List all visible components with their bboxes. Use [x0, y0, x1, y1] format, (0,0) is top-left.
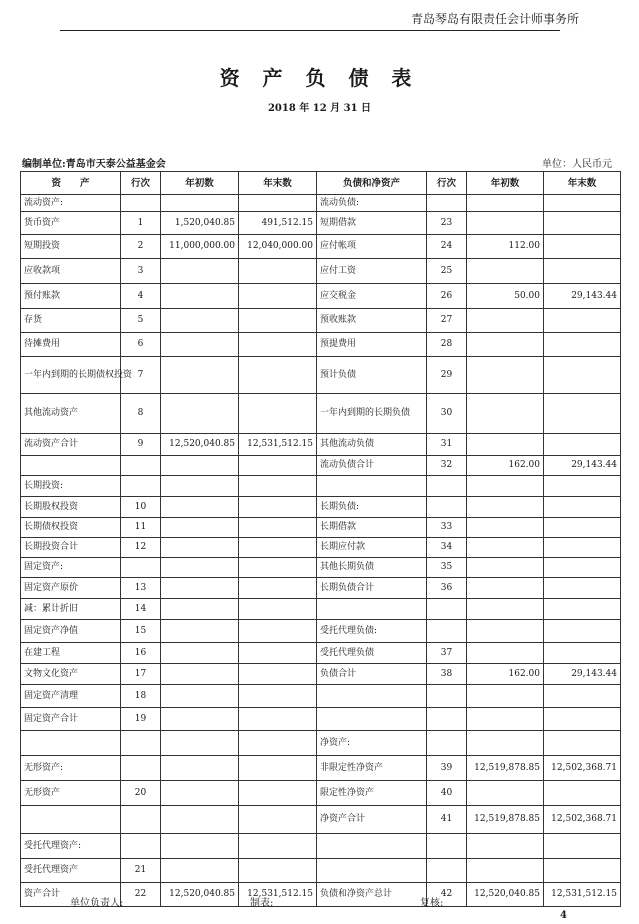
- asset-name-cell: 减：累计折旧: [21, 599, 121, 620]
- table-row: [21, 518, 621, 538]
- asset-end-cell: [239, 333, 317, 357]
- table-row: [21, 708, 621, 731]
- liab-begin-cell: 50.00: [467, 284, 544, 309]
- asset-name-cell: 固定资产清理: [21, 685, 121, 708]
- asset-begin-cell: [161, 756, 239, 781]
- liab-begin-cell: [467, 195, 544, 212]
- asset-end-cell: [239, 195, 317, 212]
- liab-name-cell: 限定性净资产: [317, 781, 427, 806]
- liab-end-cell: [544, 558, 621, 578]
- liab-row-no-cell: 37: [427, 643, 467, 664]
- table-row: [21, 806, 621, 834]
- table-row: [21, 781, 621, 806]
- liab-begin-cell: [467, 834, 544, 859]
- liab-end-cell: [544, 685, 621, 708]
- liab-name-cell: 长期借款: [317, 518, 427, 538]
- col-row-no: 行次: [121, 172, 161, 195]
- liab-begin-cell: 12,520,040.85: [467, 883, 544, 907]
- asset-row-no-cell: 1: [121, 212, 161, 235]
- asset-name-cell: 固定资产:: [21, 558, 121, 578]
- asset-name-cell: 流动资产:: [21, 195, 121, 212]
- table-row: [21, 578, 621, 599]
- asset-end-cell: 12,040,000.00: [239, 235, 317, 259]
- liab-row-no-cell: 42: [427, 883, 467, 907]
- liab-end-cell: [544, 333, 621, 357]
- asset-begin-cell: [161, 538, 239, 558]
- table-row: [21, 538, 621, 558]
- liab-end-cell: [544, 859, 621, 883]
- asset-begin-cell: 1,520,040.85: [161, 212, 239, 235]
- table-row: [21, 259, 621, 284]
- asset-name-cell: 一年内到期的长期债权投资: [21, 357, 121, 394]
- asset-end-cell: [239, 518, 317, 538]
- asset-begin-cell: [161, 834, 239, 859]
- liab-end-cell: 12,531,512.15: [544, 883, 621, 907]
- asset-row-no-cell: 8: [121, 394, 161, 434]
- responsible-signature: 单位负责人:: [70, 898, 124, 909]
- asset-end-cell: [239, 806, 317, 834]
- asset-end-cell: [239, 781, 317, 806]
- liab-row-no-cell: 35: [427, 558, 467, 578]
- liab-end-cell: [544, 235, 621, 259]
- liab-name-cell: 预计负债: [317, 357, 427, 394]
- asset-row-no-cell: 18: [121, 685, 161, 708]
- liab-row-no-cell: 39: [427, 756, 467, 781]
- liab-name-cell: 应付工资: [317, 259, 427, 284]
- liab-end-cell: [544, 578, 621, 599]
- page-title: 资 产 负 债 表: [219, 66, 420, 90]
- asset-name-cell: 固定资产合计: [21, 708, 121, 731]
- liab-name-cell: [317, 859, 427, 883]
- liab-name-cell: [317, 476, 427, 497]
- liab-end-cell: [544, 538, 621, 558]
- asset-begin-cell: [161, 518, 239, 538]
- asset-name-cell: [21, 731, 121, 756]
- asset-begin-cell: [161, 284, 239, 309]
- liab-begin-cell: [467, 497, 544, 518]
- asset-begin-cell: [161, 394, 239, 434]
- liab-row-no-cell: 23: [427, 212, 467, 235]
- entity-name: 编制单位:青岛市天泰公益基金会: [22, 159, 166, 170]
- asset-end-cell: [239, 599, 317, 620]
- liab-row-no-cell: 33: [427, 518, 467, 538]
- table-row: [21, 859, 621, 883]
- asset-begin-cell: [161, 259, 239, 284]
- liab-row-no-cell: 28: [427, 333, 467, 357]
- asset-begin-cell: 11,000,000.00: [161, 235, 239, 259]
- liab-name-cell: 预提费用: [317, 333, 427, 357]
- liab-begin-cell: [467, 357, 544, 394]
- table-row: [21, 434, 621, 456]
- liab-row-no-cell: 24: [427, 235, 467, 259]
- liab-row-no-cell: 27: [427, 309, 467, 333]
- liab-end-cell: [544, 834, 621, 859]
- firm-name: 青岛琴岛有限责任会计师事务所: [410, 12, 579, 26]
- asset-begin-cell: [161, 620, 239, 643]
- liab-begin-cell: [467, 781, 544, 806]
- table-header-row: [21, 172, 621, 195]
- table-row: [21, 476, 621, 497]
- liab-row-no-cell: 25: [427, 259, 467, 284]
- asset-name-cell: 无形资产:: [21, 756, 121, 781]
- asset-begin-cell: [161, 708, 239, 731]
- liab-begin-cell: [467, 538, 544, 558]
- liab-row-no-cell: [427, 476, 467, 497]
- liab-name-cell: 应交税金: [317, 284, 427, 309]
- liab-name-cell: 短期借款: [317, 212, 427, 235]
- asset-end-cell: [239, 643, 317, 664]
- liab-row-no-cell: 26: [427, 284, 467, 309]
- table-row: [21, 309, 621, 333]
- liab-begin-cell: 112.00: [467, 235, 544, 259]
- asset-row-no-cell: 7: [121, 357, 161, 394]
- col-begin-2: 年初数: [467, 172, 544, 195]
- liab-end-cell: [544, 259, 621, 284]
- asset-begin-cell: [161, 685, 239, 708]
- asset-begin-cell: [161, 456, 239, 476]
- asset-row-no-cell: [121, 558, 161, 578]
- asset-begin-cell: [161, 309, 239, 333]
- liab-begin-cell: [467, 685, 544, 708]
- liab-begin-cell: 12,519,878.85: [467, 806, 544, 834]
- asset-begin-cell: [161, 195, 239, 212]
- asset-row-no-cell: 21: [121, 859, 161, 883]
- asset-row-no-cell: 9: [121, 434, 161, 456]
- liab-row-no-cell: [427, 599, 467, 620]
- liab-end-cell: 29,143.44: [544, 664, 621, 685]
- asset-row-no-cell: 3: [121, 259, 161, 284]
- asset-name-cell: 其他流动资产: [21, 394, 121, 434]
- liab-begin-cell: [467, 578, 544, 599]
- liab-begin-cell: [467, 643, 544, 664]
- liab-name-cell: 长期应付款: [317, 538, 427, 558]
- asset-name-cell: [21, 806, 121, 834]
- table-row: [21, 599, 621, 620]
- liab-end-cell: [544, 708, 621, 731]
- liab-name-cell: [317, 708, 427, 731]
- liab-name-cell: 其他流动负债: [317, 434, 427, 456]
- table-row: [21, 212, 621, 235]
- asset-end-cell: 12,531,512.15: [239, 883, 317, 907]
- asset-row-no-cell: [121, 756, 161, 781]
- currency-unit: 单位：人民币元: [542, 159, 612, 170]
- table-row: [21, 685, 621, 708]
- asset-row-no-cell: [121, 456, 161, 476]
- asset-row-no-cell: [121, 476, 161, 497]
- asset-begin-cell: 12,520,040.85: [161, 883, 239, 907]
- asset-row-no-cell: 15: [121, 620, 161, 643]
- asset-name-cell: 受托代理资产: [21, 859, 121, 883]
- liab-begin-cell: 12,519,878.85: [467, 756, 544, 781]
- table-row: [21, 357, 621, 394]
- liab-row-no-cell: 32: [427, 456, 467, 476]
- liab-begin-cell: [467, 394, 544, 434]
- reviewer-signature: 复核:: [420, 898, 444, 909]
- liab-name-cell: 净资产合计: [317, 806, 427, 834]
- asset-end-cell: [239, 538, 317, 558]
- liab-name-cell: 负债合计: [317, 664, 427, 685]
- liab-row-no-cell: 34: [427, 538, 467, 558]
- asset-begin-cell: [161, 497, 239, 518]
- asset-row-no-cell: 2: [121, 235, 161, 259]
- asset-row-no-cell: 14: [121, 599, 161, 620]
- liab-end-cell: [544, 643, 621, 664]
- liab-end-cell: 12,502,368.71: [544, 756, 621, 781]
- asset-end-cell: [239, 664, 317, 685]
- liab-end-cell: [544, 497, 621, 518]
- liab-name-cell: 应付帐项: [317, 235, 427, 259]
- liab-row-no-cell: 29: [427, 357, 467, 394]
- asset-row-no-cell: 4: [121, 284, 161, 309]
- liab-end-cell: [544, 620, 621, 643]
- table-row: [21, 497, 621, 518]
- asset-row-no-cell: 5: [121, 309, 161, 333]
- col-liab: 负债和净资产: [317, 172, 427, 195]
- liab-row-no-cell: 38: [427, 664, 467, 685]
- asset-name-cell: 固定资产原价: [21, 578, 121, 599]
- liab-row-no-cell: [427, 731, 467, 756]
- asset-begin-cell: [161, 333, 239, 357]
- asset-end-cell: [239, 456, 317, 476]
- col-begin: 年初数: [161, 172, 239, 195]
- asset-end-cell: [239, 685, 317, 708]
- asset-end-cell: [239, 558, 317, 578]
- liab-name-cell: [317, 834, 427, 859]
- asset-name-cell: 存货: [21, 309, 121, 333]
- asset-begin-cell: [161, 558, 239, 578]
- liab-row-no-cell: [427, 195, 467, 212]
- asset-row-no-cell: 19: [121, 708, 161, 731]
- asset-row-no-cell: 20: [121, 781, 161, 806]
- table-row: [21, 620, 621, 643]
- asset-row-no-cell: 6: [121, 333, 161, 357]
- asset-end-cell: 12,531,512.15: [239, 434, 317, 456]
- asset-begin-cell: [161, 357, 239, 394]
- col-row-no-2: 行次: [427, 172, 467, 195]
- liab-row-no-cell: [427, 834, 467, 859]
- liab-row-no-cell: [427, 497, 467, 518]
- asset-end-cell: [239, 497, 317, 518]
- asset-name-cell: 长期投资:: [21, 476, 121, 497]
- liab-name-cell: 长期负债合计: [317, 578, 427, 599]
- asset-begin-cell: [161, 664, 239, 685]
- asset-row-no-cell: [121, 195, 161, 212]
- asset-name-cell: 受托代理资产:: [21, 834, 121, 859]
- liab-row-no-cell: 31: [427, 434, 467, 456]
- table-row: [21, 195, 621, 212]
- liab-name-cell: 非限定性净资产: [317, 756, 427, 781]
- liab-begin-cell: [467, 212, 544, 235]
- table-row: [21, 731, 621, 756]
- asset-name-cell: 长期债权投资: [21, 518, 121, 538]
- asset-name-cell: 长期股权投资: [21, 497, 121, 518]
- asset-name-cell: 固定资产净值: [21, 620, 121, 643]
- asset-begin-cell: [161, 731, 239, 756]
- asset-begin-cell: [161, 476, 239, 497]
- liab-end-cell: 29,143.44: [544, 284, 621, 309]
- liab-end-cell: [544, 309, 621, 333]
- liab-name-cell: 流动负债合计: [317, 456, 427, 476]
- liab-name-cell: 流动负债:: [317, 195, 427, 212]
- asset-name-cell: 短期投资: [21, 235, 121, 259]
- preparer-signature: 制表:: [250, 898, 274, 909]
- table-row: [21, 333, 621, 357]
- liab-row-no-cell: 30: [427, 394, 467, 434]
- asset-end-cell: [239, 756, 317, 781]
- asset-end-cell: [239, 620, 317, 643]
- col-end: 年末数: [239, 172, 317, 195]
- asset-end-cell: [239, 731, 317, 756]
- asset-begin-cell: [161, 599, 239, 620]
- liab-begin-cell: [467, 259, 544, 284]
- asset-end-cell: [239, 476, 317, 497]
- asset-begin-cell: [161, 806, 239, 834]
- asset-name-cell: 流动资产合计: [21, 434, 121, 456]
- liab-end-cell: 12,502,368.71: [544, 806, 621, 834]
- table-row: [21, 284, 621, 309]
- liab-end-cell: [544, 476, 621, 497]
- asset-row-no-cell: 16: [121, 643, 161, 664]
- balance-sheet-table: [20, 171, 621, 907]
- liab-begin-cell: 162.00: [467, 664, 544, 685]
- asset-begin-cell: [161, 643, 239, 664]
- table-row: [21, 834, 621, 859]
- liab-row-no-cell: [427, 685, 467, 708]
- liab-name-cell: 其他长期负债: [317, 558, 427, 578]
- liab-begin-cell: [467, 708, 544, 731]
- liab-row-no-cell: 41: [427, 806, 467, 834]
- liab-name-cell: 受托代理负债: [317, 643, 427, 664]
- liab-begin-cell: [467, 333, 544, 357]
- asset-begin-cell: [161, 578, 239, 599]
- liab-name-cell: 预收账款: [317, 309, 427, 333]
- table-row: [21, 756, 621, 781]
- liab-name-cell: 净资产:: [317, 731, 427, 756]
- asset-end-cell: [239, 859, 317, 883]
- asset-row-no-cell: [121, 834, 161, 859]
- asset-row-no-cell: 22: [121, 883, 161, 907]
- asset-row-no-cell: [121, 731, 161, 756]
- asset-begin-cell: 12,520,040.85: [161, 434, 239, 456]
- asset-name-cell: 预付账款: [21, 284, 121, 309]
- page-number: 4: [560, 910, 567, 921]
- liab-name-cell: 负债和净资产总计: [317, 883, 427, 907]
- liab-name-cell: 一年内到期的长期负债: [317, 394, 427, 434]
- report-date: 2018 年 12 月 31 日: [267, 103, 372, 114]
- asset-end-cell: [239, 394, 317, 434]
- liab-end-cell: [544, 781, 621, 806]
- header-rule: [60, 30, 560, 31]
- asset-name-cell: 无形资产: [21, 781, 121, 806]
- table-row: [21, 394, 621, 434]
- liab-row-no-cell: [427, 620, 467, 643]
- liab-end-cell: [544, 599, 621, 620]
- liab-begin-cell: [467, 476, 544, 497]
- liab-begin-cell: [467, 309, 544, 333]
- liab-end-cell: [544, 212, 621, 235]
- table-row: [21, 643, 621, 664]
- liab-row-no-cell: [427, 708, 467, 731]
- liab-row-no-cell: [427, 859, 467, 883]
- liab-end-cell: [544, 731, 621, 756]
- asset-name-cell: 待摊费用: [21, 333, 121, 357]
- col-end-2: 年末数: [544, 172, 621, 195]
- asset-name-cell: 文物文化资产: [21, 664, 121, 685]
- liab-end-cell: [544, 518, 621, 538]
- asset-name-cell: 在建工程: [21, 643, 121, 664]
- liab-begin-cell: [467, 731, 544, 756]
- liab-end-cell: [544, 195, 621, 212]
- liab-begin-cell: 162.00: [467, 456, 544, 476]
- asset-end-cell: [239, 357, 317, 394]
- liab-row-no-cell: 36: [427, 578, 467, 599]
- liab-end-cell: [544, 394, 621, 434]
- liab-begin-cell: [467, 859, 544, 883]
- asset-row-no-cell: 10: [121, 497, 161, 518]
- liab-name-cell: 长期负债:: [317, 497, 427, 518]
- asset-end-cell: 491,512.15: [239, 212, 317, 235]
- asset-row-no-cell: [121, 806, 161, 834]
- liab-end-cell: 29,143.44: [544, 456, 621, 476]
- table-row: [21, 558, 621, 578]
- asset-name-cell: 应收款项: [21, 259, 121, 284]
- table-row: [21, 235, 621, 259]
- asset-name-cell: 货币资产: [21, 212, 121, 235]
- liab-end-cell: [544, 357, 621, 394]
- asset-name-cell: 资产合计: [21, 883, 121, 907]
- asset-end-cell: [239, 578, 317, 599]
- asset-row-no-cell: 11: [121, 518, 161, 538]
- liab-name-cell: [317, 599, 427, 620]
- asset-row-no-cell: 12: [121, 538, 161, 558]
- asset-end-cell: [239, 284, 317, 309]
- liab-name-cell: 受托代理负债:: [317, 620, 427, 643]
- liab-begin-cell: [467, 518, 544, 538]
- asset-row-no-cell: 17: [121, 664, 161, 685]
- table-row: [21, 664, 621, 685]
- asset-end-cell: [239, 834, 317, 859]
- asset-row-no-cell: 13: [121, 578, 161, 599]
- liab-begin-cell: [467, 620, 544, 643]
- col-asset: 资 产: [21, 172, 121, 195]
- liab-row-no-cell: 40: [427, 781, 467, 806]
- liab-begin-cell: [467, 558, 544, 578]
- table-row: [21, 456, 621, 476]
- asset-begin-cell: [161, 781, 239, 806]
- asset-name-cell: [21, 456, 121, 476]
- asset-end-cell: [239, 309, 317, 333]
- asset-end-cell: [239, 708, 317, 731]
- asset-begin-cell: [161, 859, 239, 883]
- liab-name-cell: [317, 685, 427, 708]
- asset-end-cell: [239, 259, 317, 284]
- asset-name-cell: 长期投资合计: [21, 538, 121, 558]
- liab-end-cell: [544, 434, 621, 456]
- liab-begin-cell: [467, 434, 544, 456]
- liab-begin-cell: [467, 599, 544, 620]
